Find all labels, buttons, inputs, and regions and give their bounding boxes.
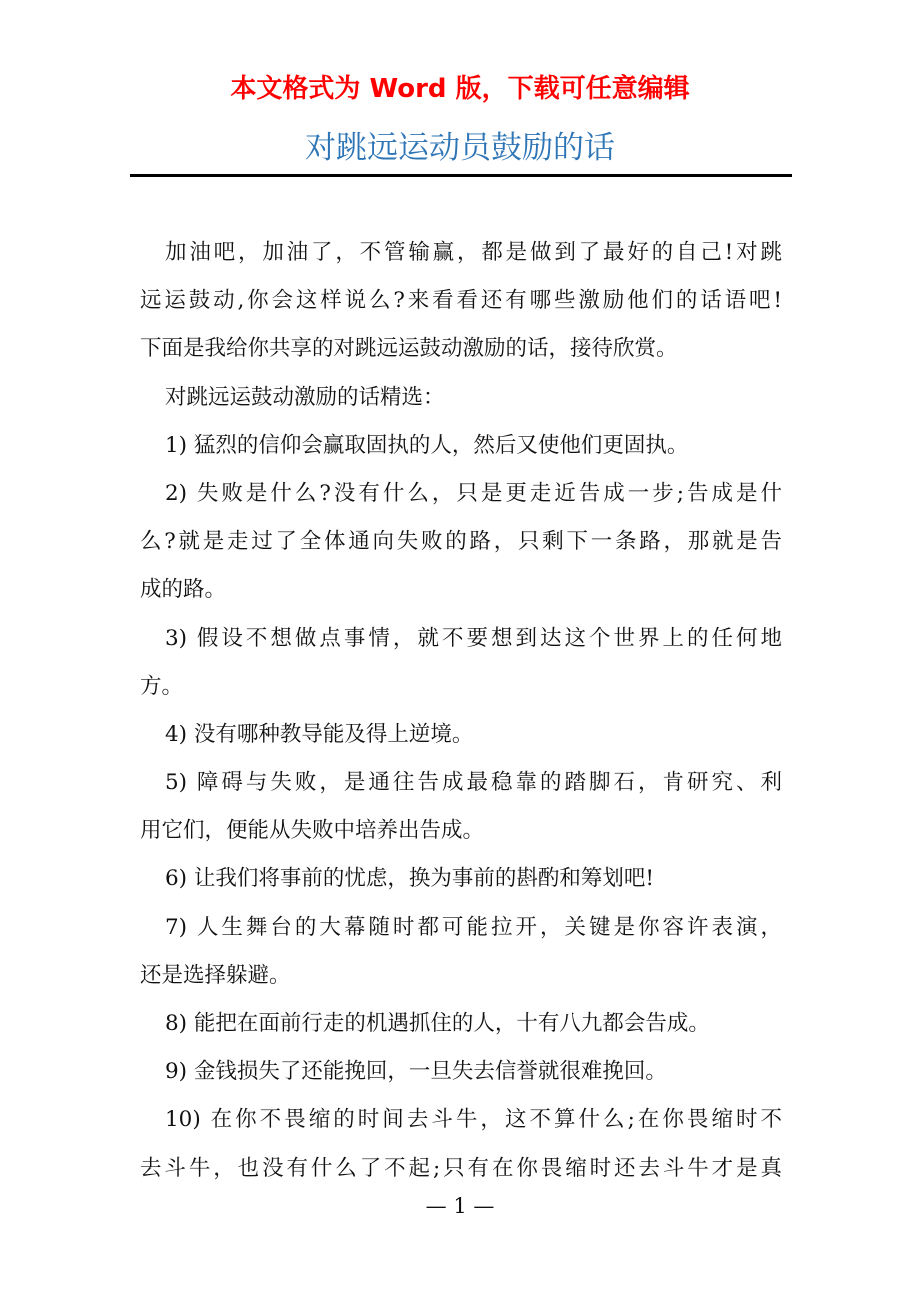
paragraph bbox=[140, 711, 782, 759]
paragraph bbox=[140, 855, 782, 903]
text-line: 7) 人生舞台的大幕随时都可能拉开，关键是你容许表演， bbox=[165, 914, 782, 940]
paragraph bbox=[140, 615, 782, 711]
text-line: 1) 猛烈的信仰会赢取固执的人，然后又使他们更固执。 bbox=[165, 432, 689, 458]
text-line: 么?就是走过了全体通向失败的路，只剩下一条路，那就是告 bbox=[140, 529, 782, 555]
paragraph bbox=[140, 1000, 782, 1048]
text-line: 10) 在你不畏缩的时间去斗牛，这不算什么;在你畏缩时不 bbox=[165, 1107, 782, 1133]
paragraph bbox=[140, 1096, 782, 1192]
text-line: 对跳远运鼓动激励的话精选： bbox=[165, 384, 445, 410]
text-line: 4) 没有哪种教导能及得上逆境。 bbox=[165, 721, 474, 747]
text-line: 远运鼓动,你会这样说么?来看看还有哪些激励他们的话语吧! bbox=[140, 288, 782, 314]
text-line: 8) 能把在面前行走的机遇抓住的人，十有八九都会告成。 bbox=[165, 1011, 710, 1036]
text-line: 6) 让我们将事前的忧虑，换为事前的斟酌和筹划吧! bbox=[165, 866, 655, 892]
text-line: 加油吧，加油了，不管输赢，都是做到了最好的自己!对跳 bbox=[165, 240, 782, 265]
paragraph bbox=[140, 229, 782, 374]
page-number: — 1 — bbox=[425, 1194, 495, 1218]
text-line: 3) 假设不想做点事情，就不要想到达这个世界上的任何地 bbox=[165, 625, 782, 651]
document-body bbox=[140, 229, 782, 1193]
text-line: 5) 障碍与失败，是通往告成最稳靠的踏脚石，肯研究、利 bbox=[165, 770, 782, 796]
paragraph bbox=[140, 759, 782, 855]
text-line: 方。 bbox=[140, 673, 184, 699]
text-line: 成的路。 bbox=[140, 577, 227, 603]
text-line: 下面是我给你共享的对跳远运鼓动激励的话，接待欣赏。 bbox=[140, 336, 678, 362]
text-line: 2) 失败是什么?没有什么，只是更走近告成一步;告成是什 bbox=[165, 480, 782, 506]
paragraph bbox=[140, 904, 782, 1000]
download-banner: 本文格式为 Word 版，下载可任意编辑 bbox=[230, 74, 690, 104]
paragraph bbox=[140, 1048, 782, 1096]
text-line: 还是选择躲避。 bbox=[140, 962, 291, 988]
paragraph bbox=[140, 470, 782, 615]
text-line: 去斗牛，也没有什么了不起;只有在你畏缩时还去斗牛才是真 bbox=[140, 1155, 782, 1181]
paragraph bbox=[140, 374, 782, 422]
text-line: 用它们，便能从失败中培养出告成。 bbox=[140, 818, 485, 844]
paragraph bbox=[140, 422, 782, 470]
title-divider bbox=[130, 174, 792, 177]
document-title: 对跳远运动员鼓励的话 bbox=[305, 130, 615, 166]
text-line: 9) 金钱损失了还能挽回，一旦失去信誉就很难挽回。 bbox=[165, 1059, 667, 1085]
